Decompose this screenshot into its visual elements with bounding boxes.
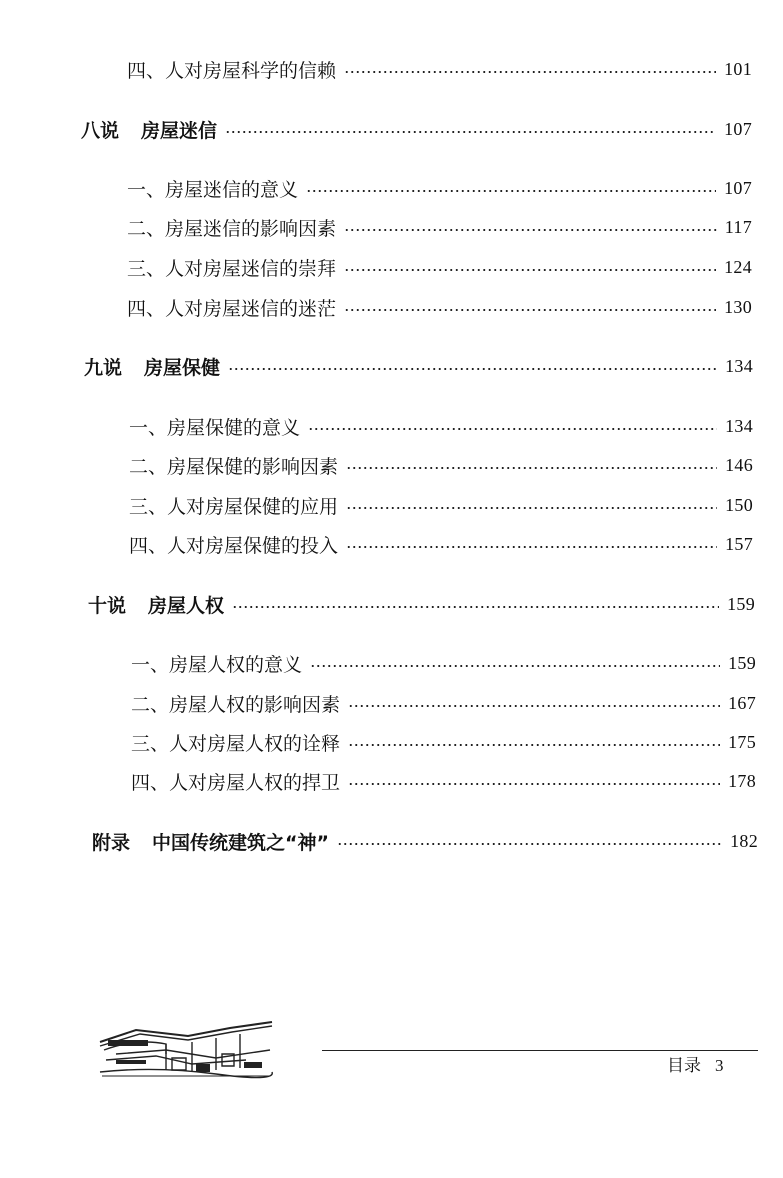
toc-entry	[129, 529, 753, 559]
chapter-title: 房屋人权	[148, 594, 225, 617]
dot-leader	[306, 190, 716, 192]
chapter-number: 附录	[92, 831, 131, 854]
toc-entry-label: 二、房屋迷信的影响因素	[127, 217, 337, 240]
toc-entry	[129, 411, 753, 441]
toc-entry-page: 182	[730, 830, 758, 851]
toc-entry-page: 146	[725, 454, 753, 475]
toc-entry-label: 一、房屋迷信的意义	[127, 178, 299, 201]
toc-entry-label: 四、人对房屋迷信的迷茫	[127, 297, 337, 320]
chapter-number: 十说	[88, 594, 127, 617]
toc-entry-label: 二、房屋人权的影响因素	[131, 693, 341, 716]
dot-leader	[348, 783, 720, 785]
toc-entry-page: 167	[728, 692, 756, 713]
toc-appendix-heading	[92, 826, 758, 856]
dot-leader	[310, 665, 720, 667]
toc-entry-page: 130	[724, 296, 752, 317]
building-sketch-illustration	[96, 1020, 276, 1082]
toc-entry-page: 175	[728, 731, 756, 752]
dot-leader	[232, 606, 719, 608]
chapter-number: 九说	[84, 356, 123, 379]
toc-entry-label: 四、人对房屋人权的捍卫	[131, 771, 341, 794]
toc-entry-page: 117	[724, 216, 752, 237]
footer-section-label: 目录	[667, 1056, 701, 1076]
toc-entry	[127, 173, 752, 203]
toc-entry	[129, 450, 753, 480]
chapter-title: 中国传统建筑之“神”	[152, 831, 329, 854]
toc-entry	[131, 766, 756, 796]
dot-leader	[225, 131, 716, 133]
toc-entry-label: 四、人对房屋保健的投入	[129, 534, 339, 557]
toc-entry-page: 107	[724, 177, 752, 198]
running-footer	[667, 1051, 724, 1076]
toc-entry-page: 107	[724, 118, 752, 139]
dot-leader	[344, 229, 717, 231]
toc-entry-page: 124	[724, 256, 752, 277]
toc-entry	[127, 252, 752, 282]
chapter-title: 房屋迷信	[141, 119, 218, 142]
toc-entry-page: 157	[725, 533, 753, 554]
toc-entry-label: 三、人对房屋人权的诠释	[131, 732, 341, 755]
toc-entry-label: 三、人对房屋迷信的崇拜	[127, 257, 337, 280]
toc-entry-label: 三、人对房屋保健的应用	[129, 495, 339, 518]
toc-entry-label: 二、房屋保健的影响因素	[129, 455, 339, 478]
toc-entry-page: 150	[725, 494, 753, 515]
footer-page-number: 3	[715, 1056, 724, 1075]
dot-leader	[346, 546, 717, 548]
chapter-number: 八说	[81, 119, 120, 142]
toc-entry-page: 101	[724, 58, 752, 79]
toc-entry-label: 一、房屋保健的意义	[129, 416, 301, 439]
toc-chapter-heading	[81, 114, 752, 144]
dot-leader	[348, 705, 720, 707]
dot-leader	[308, 428, 717, 430]
toc-entry	[129, 490, 753, 520]
chapter-title: 房屋保健	[144, 356, 221, 379]
dot-leader	[346, 467, 717, 469]
toc-entry	[127, 212, 752, 242]
toc-entry-page: 134	[725, 355, 753, 376]
dot-leader	[348, 744, 720, 746]
dot-leader	[344, 71, 716, 73]
toc-chapter-heading	[84, 351, 753, 381]
toc-entry	[131, 727, 756, 757]
toc-entry-label: 一、房屋人权的意义	[131, 653, 303, 676]
toc-entry	[127, 54, 752, 84]
toc-entry-page: 159	[728, 652, 756, 673]
toc-entry	[127, 292, 752, 322]
dot-leader	[346, 507, 717, 509]
toc-entry-page: 178	[728, 770, 756, 791]
dot-leader	[228, 368, 717, 370]
dot-leader	[344, 269, 716, 271]
toc-entry	[131, 648, 756, 678]
toc-entry	[131, 688, 756, 718]
dot-leader	[344, 309, 716, 311]
dot-leader	[337, 843, 722, 845]
toc-entry-label: 四、人对房屋科学的信赖	[127, 59, 337, 82]
toc-entry-page: 134	[725, 415, 753, 436]
toc-chapter-heading	[88, 589, 755, 619]
toc-entry-page: 159	[727, 593, 755, 614]
